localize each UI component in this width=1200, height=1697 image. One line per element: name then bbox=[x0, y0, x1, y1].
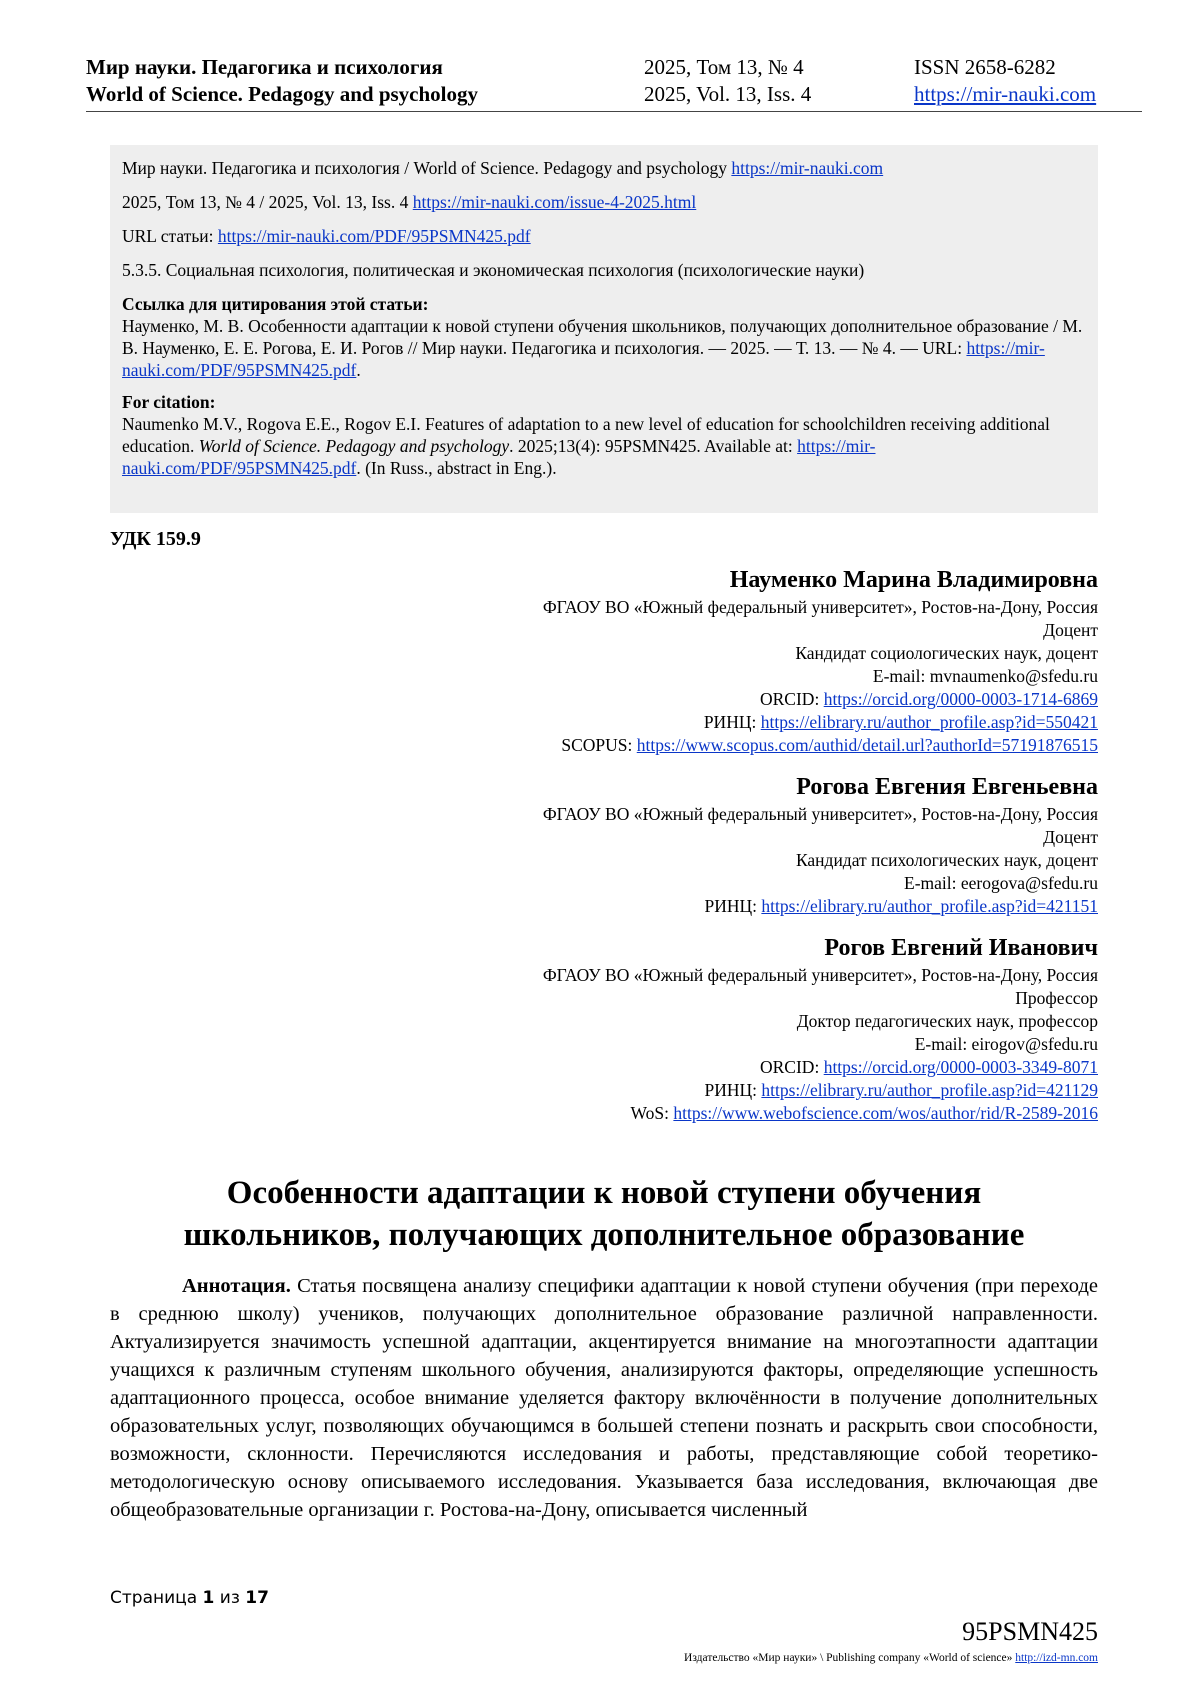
article-code: 95PSMN425 bbox=[962, 1617, 1098, 1646]
citation-ru-link[interactable]: https://mir-nauki.com/PDF/95PSMN425.pdf bbox=[122, 338, 1045, 380]
author-email: E-mail: eerogova@sfedu.ru bbox=[904, 873, 1098, 893]
page-prefix: Страница bbox=[110, 1588, 203, 1608]
page-number bbox=[110, 1588, 269, 1608]
author-rinc bbox=[198, 711, 1098, 734]
author-position: Доцент bbox=[1043, 827, 1098, 847]
author-name: Науменко Марина Владимировна bbox=[729, 567, 1098, 593]
author-degree: Доктор педагогических наук, профессор bbox=[796, 1011, 1098, 1031]
citation-en-end: . (In Russ., abstract in Eng.). bbox=[356, 458, 557, 478]
citation-en-link[interactable]: https://mir-nauki.com/PDF/95PSMN425.pdf bbox=[122, 436, 876, 478]
author-degree: Кандидат социологических наук, доцент bbox=[795, 643, 1098, 663]
page-mid: из bbox=[214, 1588, 246, 1608]
wos-link[interactable]: https://www.webofscience.com/wos/author/rid/R-2589-2016 bbox=[673, 1103, 1098, 1123]
rinc-label: РИНЦ: bbox=[704, 1080, 762, 1100]
page-header bbox=[86, 54, 1142, 112]
author-wos bbox=[198, 1102, 1098, 1125]
abstract bbox=[110, 1272, 1098, 1524]
orcid-label: ORCID: bbox=[760, 1057, 824, 1077]
info-specialty-line: 5.3.5. Социальная психология, политическая и экономическая психология (психологические науки) bbox=[122, 260, 865, 280]
author-scopus bbox=[198, 734, 1098, 757]
volume-block bbox=[644, 54, 811, 108]
citation-en-label: For citation: bbox=[122, 392, 216, 412]
publisher-link[interactable]: http://izd-mn.com bbox=[1015, 1652, 1098, 1664]
orcid-link[interactable]: https://orcid.org/0000-0003-1714-6869 bbox=[823, 689, 1098, 709]
author-orcid bbox=[198, 688, 1098, 711]
info-journal-text: Мир науки. Педагогика и психология / World of Science. Pedagogy and psychology bbox=[122, 158, 732, 178]
abstract-text: Статья посвящена анализу специфики адаптации к новой ступени обучения (при переходе в среднюю школу) учеников, получающих дополнительное образование различной направленности. Актуализируется значимость успешной адаптации, акцентируется внимание на многоэтапности адаптации учащихся к различным ступеням школьного обучения, анализируются факторы, определяющие успешность адаптационного процесса, особое внимание уделяется фактору включённости в получение дополнительных образовательных услуг, позволяющих обучающимся в большей степени познать и раскрыть свои способности, возможности, склонности. Перечисляются исследования и работы, представляющие собой теоретико-методологическую основу описываемого исследования. Указывается база исследования, включающая две общеобразовательные организации г. Ростова-на-Дону, описывается численный bbox=[110, 1275, 1098, 1521]
info-article-url-link[interactable]: https://mir-nauki.com/PDF/95PSMN425.pdf bbox=[217, 226, 531, 246]
volume-en: 2025, Vol. 13, Iss. 4 bbox=[644, 82, 812, 106]
journal-title-ru: Мир науки. Педагогика и психология bbox=[86, 55, 443, 79]
author-email: E-mail: eirogov@sfedu.ru bbox=[914, 1034, 1098, 1054]
issn-block bbox=[914, 54, 1096, 108]
author-1 bbox=[198, 564, 1098, 757]
citation-ru-end: . bbox=[356, 360, 361, 380]
volume-ru: 2025, Том 13, № 4 bbox=[644, 55, 804, 79]
author-name: Рогова Евгения Евгеньевна bbox=[796, 774, 1098, 800]
publisher-line bbox=[684, 1652, 1098, 1664]
author-orcid bbox=[198, 1056, 1098, 1079]
info-url-line bbox=[122, 225, 1086, 247]
rinc-link[interactable]: https://elibrary.ru/author_profile.asp?id=550421 bbox=[760, 712, 1098, 732]
citation-ru-text: Науменко, М. В. Особенности адаптации к новой ступени обучения школьников, получающих дополнительное образование / М. В. Науменко, Е. Е. Рогова, Е. И. Рогов // Мир науки. Педагогика и психология. — 2025. — Т. 13. — № 4. — URL: bbox=[122, 316, 1083, 358]
author-affiliation: ФГАОУ ВО «Южный федеральный университет», Ростов-на-Дону, Россия bbox=[542, 965, 1098, 985]
journal-title-en: World of Science. Pedagogy and psychology bbox=[86, 82, 479, 106]
author-2 bbox=[198, 771, 1098, 918]
info-url-text: URL статьи: bbox=[122, 226, 218, 246]
rinc-link[interactable]: https://elibrary.ru/author_profile.asp?id=421151 bbox=[761, 896, 1098, 916]
citation-en bbox=[122, 391, 1086, 479]
info-journal-line bbox=[122, 157, 1086, 179]
author-name: Рогов Евгений Иванович bbox=[824, 935, 1098, 961]
article-title-line-2: школьников, получающих дополнительное образование bbox=[183, 1217, 1025, 1253]
article-title-line-1: Особенности адаптации к новой ступени обучения bbox=[226, 1175, 982, 1211]
info-issue-line bbox=[122, 191, 1086, 213]
orcid-link[interactable]: https://orcid.org/0000-0003-3349-8071 bbox=[823, 1057, 1098, 1077]
article-info-box bbox=[110, 145, 1098, 513]
author-rinc bbox=[198, 1079, 1098, 1102]
citation-en-journal: World of Science. Pedagogy and psychology bbox=[198, 436, 510, 456]
udk-code: УДК 159.9 bbox=[110, 528, 201, 550]
total-pages: 17 bbox=[245, 1588, 269, 1608]
info-journal-link[interactable]: https://mir-nauki.com bbox=[731, 158, 884, 178]
rinc-link[interactable]: https://elibrary.ru/author_profile.asp?id=421129 bbox=[761, 1080, 1098, 1100]
current-page: 1 bbox=[202, 1588, 215, 1608]
journal-site-link[interactable]: https://mir-nauki.com bbox=[914, 82, 1097, 106]
author-3 bbox=[198, 932, 1098, 1125]
author-affiliation: ФГАОУ ВО «Южный федеральный университет», Ростов-на-Дону, Россия bbox=[542, 597, 1098, 617]
author-degree: Кандидат психологических наук, доцент bbox=[795, 850, 1098, 870]
journal-title-block bbox=[86, 54, 478, 108]
scopus-link[interactable]: https://www.scopus.com/authid/detail.url?authorId=57191876515 bbox=[636, 735, 1098, 755]
abstract-label: Аннотация. bbox=[182, 1275, 291, 1297]
wos-label: WoS: bbox=[630, 1103, 674, 1123]
orcid-label: ORCID: bbox=[760, 689, 824, 709]
citation-en-text2: . 2025;13(4): 95PSMN425. Available at: bbox=[509, 436, 798, 456]
citation-ru bbox=[122, 293, 1086, 381]
issn: ISSN 2658-6282 bbox=[914, 55, 1056, 79]
rinc-label: РИНЦ: bbox=[704, 896, 762, 916]
scopus-label: SCOPUS: bbox=[561, 735, 637, 755]
citation-en-text: Naumenko M.V., Rogova E.E., Rogov E.I. Features of adaptation to a new level of education for schoolchildren receiving additional education. bbox=[122, 414, 1050, 456]
rinc-label: РИНЦ: bbox=[703, 712, 761, 732]
authors-block bbox=[198, 564, 1098, 1139]
article-title bbox=[110, 1172, 1098, 1256]
info-issue-text: 2025, Том 13, № 4 / 2025, Vol. 13, Iss. 4 bbox=[122, 192, 413, 212]
author-affiliation: ФГАОУ ВО «Южный федеральный университет», Ростов-на-Дону, Россия bbox=[542, 804, 1098, 824]
author-position: Профессор bbox=[1015, 988, 1098, 1008]
info-issue-link[interactable]: https://mir-nauki.com/issue-4-2025.html bbox=[412, 192, 697, 212]
author-position: Доцент bbox=[1043, 620, 1098, 640]
author-rinc bbox=[198, 895, 1098, 918]
citation-ru-label: Ссылка для цитирования этой статьи: bbox=[122, 294, 429, 314]
publisher-text: Издательство «Мир науки» \ Publishing company «World of science» bbox=[684, 1652, 1016, 1664]
author-email: E-mail: mvnaumenko@sfedu.ru bbox=[872, 666, 1098, 686]
